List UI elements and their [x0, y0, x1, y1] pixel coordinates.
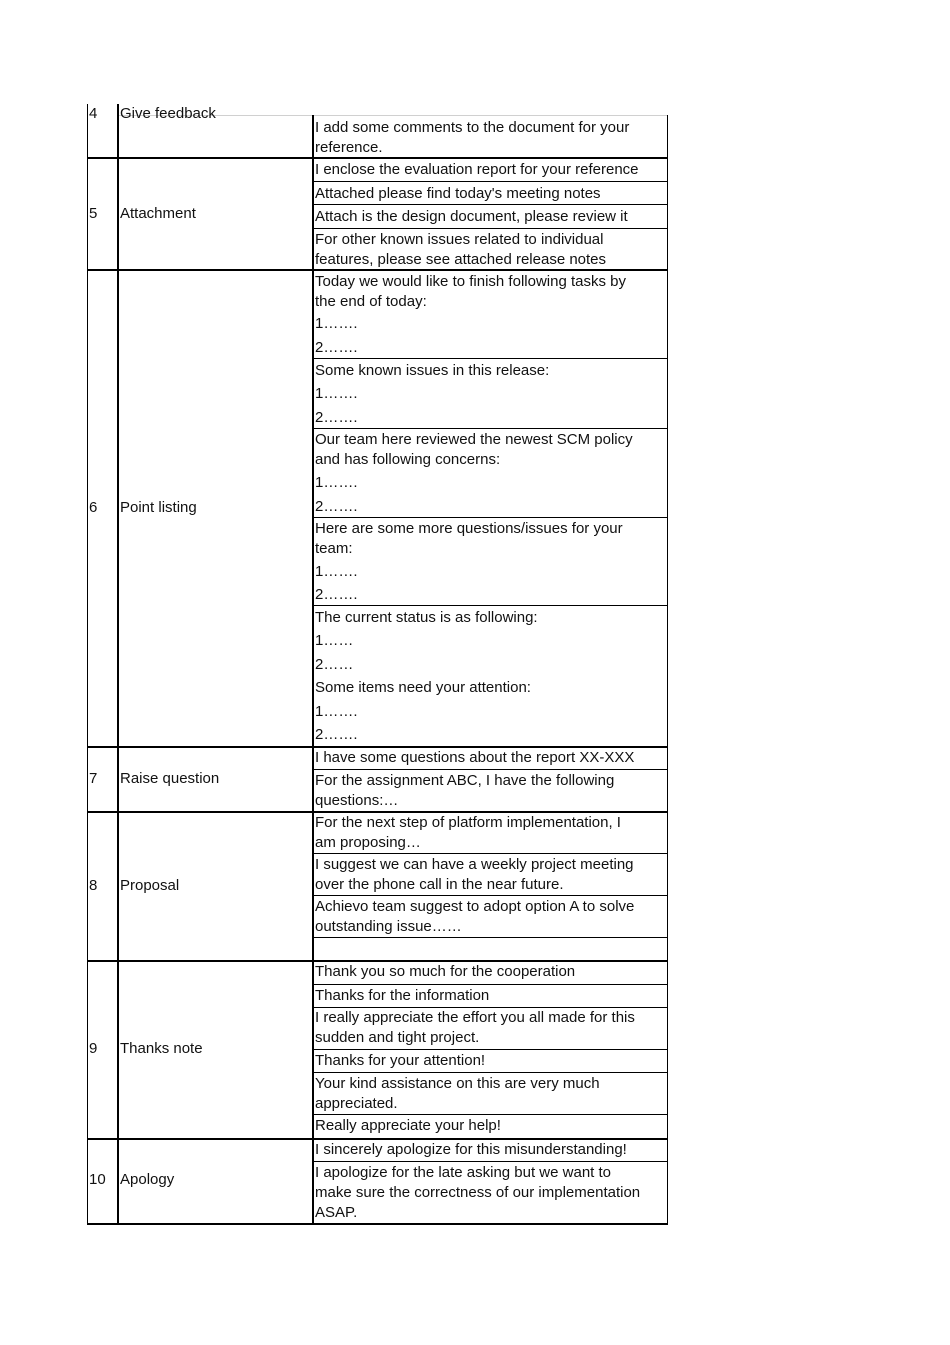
column-border-category: [312, 1138, 314, 1223]
column-border-category: [312, 269, 314, 746]
phrase-line: Thanks for the information: [315, 987, 490, 1004]
phrase-line: 1…….: [315, 563, 358, 580]
phrase-divider: [312, 605, 668, 606]
column-border-left: [87, 746, 88, 811]
row-divider: [87, 157, 668, 159]
row-number: 4: [89, 105, 98, 122]
column-border-number: [117, 960, 119, 1138]
column-border-number: [117, 1138, 119, 1223]
column-border-left: [87, 269, 88, 746]
column-border-right: [667, 746, 668, 811]
phrase-line: over the phone call in the near future.: [315, 876, 564, 893]
phrase-divider: [312, 895, 668, 896]
phrase-line: I add some comments to the document for your: [315, 119, 630, 136]
phrase-line: I suggest we can have a weekly project meeting: [315, 856, 634, 873]
column-border-number: [117, 746, 119, 811]
phrase-line: and has following concerns:: [315, 451, 501, 468]
row-category: Give feedback: [120, 105, 216, 122]
row-category: Thanks note: [120, 1040, 203, 1057]
phrase-line: Today we would like to finish following tasks by: [315, 273, 626, 290]
phrase-line: 2……: [315, 656, 354, 673]
column-border-right: [667, 1138, 668, 1223]
phrase-line: 1…….: [315, 315, 358, 332]
column-border-category: [312, 157, 314, 269]
row-category: Raise question: [120, 770, 220, 787]
phrase-line: 2…….: [315, 409, 358, 426]
column-border-number: [117, 811, 119, 960]
phrase-line: features, please see attached release notes: [315, 251, 607, 268]
phrase-line: 2…….: [315, 726, 358, 743]
phrase-line: For other known issues related to individual: [315, 231, 604, 248]
phrase-line: 1…….: [315, 474, 358, 491]
phrase-line: I really appreciate the effort you all made for this: [315, 1009, 635, 1026]
phrase-divider: [312, 1114, 668, 1115]
phrase-line: Attached please find today's meeting notes: [315, 185, 601, 202]
phrase-line: 1…….: [315, 385, 358, 402]
phrase-divider: [312, 204, 668, 205]
row-divider: [87, 269, 668, 271]
column-border-left: [87, 811, 88, 960]
phrase-line: Your kind assistance on this are very much: [315, 1075, 600, 1092]
phrase-line: the end of today:: [315, 293, 427, 310]
row-number: 6: [89, 499, 98, 516]
column-border-category: [312, 115, 314, 157]
phrase-line: 2…….: [315, 339, 358, 356]
phrase-line: team:: [315, 540, 353, 557]
phrase-line: am proposing…: [315, 834, 421, 851]
phrase-line: Some known issues in this release:: [315, 362, 550, 379]
row-category: Point listing: [120, 499, 197, 516]
row-category: Proposal: [120, 877, 180, 894]
column-border-left: [87, 1138, 88, 1223]
phrase-divider: [312, 1049, 668, 1050]
phrase-line: 2…….: [315, 586, 358, 603]
phrase-divider: [312, 853, 668, 854]
phrase-line: I apologize for the late asking but we want to: [315, 1164, 612, 1181]
column-border-left: [87, 960, 88, 1138]
row-number: 9: [89, 1040, 98, 1057]
row-divider: [87, 1223, 668, 1225]
phrase-line: I sincerely apologize for this misunderstanding!: [315, 1141, 627, 1158]
column-border-number: [117, 104, 119, 157]
phrase-line: 1……: [315, 632, 354, 649]
phrase-line: For the assignment ABC, I have the following: [315, 772, 615, 789]
phrase-line: Attach is the design document, please review it: [315, 208, 628, 225]
phrase-divider: [312, 1072, 668, 1073]
phrase-line: outstanding issue……: [315, 918, 462, 935]
column-border-number: [117, 157, 119, 269]
phrase-divider: [312, 984, 668, 985]
row-number: 7: [89, 770, 98, 787]
phrase-line: 1…….: [315, 703, 358, 720]
column-border-right: [667, 157, 668, 269]
column-border-right: [667, 115, 668, 157]
phrase-line: 2…….: [315, 498, 358, 515]
phrase-line: appreciated.: [315, 1095, 398, 1112]
phrase-line: Here are some more questions/issues for your: [315, 520, 623, 537]
row-category: Attachment: [120, 205, 196, 222]
phrase-divider: [312, 937, 668, 938]
column-border-category: [312, 746, 314, 811]
row-category: Apology: [120, 1171, 175, 1188]
phrase-line: I enclose the evaluation report for your reference: [315, 161, 639, 178]
phrase-divider: [312, 517, 668, 518]
column-border-left: [87, 104, 88, 157]
phrase-divider: [312, 181, 668, 182]
phrase-line: sudden and tight project.: [315, 1029, 480, 1046]
phrase-divider: [312, 358, 668, 359]
phrase-divider: [312, 428, 668, 429]
phrase-line: ASAP.: [315, 1204, 358, 1221]
column-border-right: [667, 269, 668, 746]
phrase-line: questions:…: [315, 792, 399, 809]
phrase-line: Thank you so much for the cooperation: [315, 963, 576, 980]
column-border-number: [117, 269, 119, 746]
column-border-left: [87, 157, 88, 269]
phrase-line: Really appreciate your help!: [315, 1117, 501, 1134]
phrase-divider: [312, 228, 668, 229]
phrase-line: Thanks for your attention!: [315, 1052, 486, 1069]
phrase-line: reference.: [315, 139, 383, 156]
table-top-border: [312, 115, 667, 116]
phrase-divider: [312, 1161, 668, 1162]
phrase-divider: [312, 769, 668, 770]
row-number: 8: [89, 877, 98, 894]
phrase-line: Our team here reviewed the newest SCM policy: [315, 431, 633, 448]
phrase-line: The current status is as following:: [315, 609, 538, 626]
phrase-line: Some items need your attention:: [315, 679, 531, 696]
row-number: 5: [89, 205, 98, 222]
phrase-line: Achievo team suggest to adopt option A to solve: [315, 898, 635, 915]
phrase-line: make sure the correctness of our implementation: [315, 1184, 641, 1201]
phrase-line: I have some questions about the report XX-XXX: [315, 749, 635, 766]
row-number: 10: [89, 1171, 106, 1188]
phrase-line: For the next step of platform implementation, I: [315, 814, 621, 831]
